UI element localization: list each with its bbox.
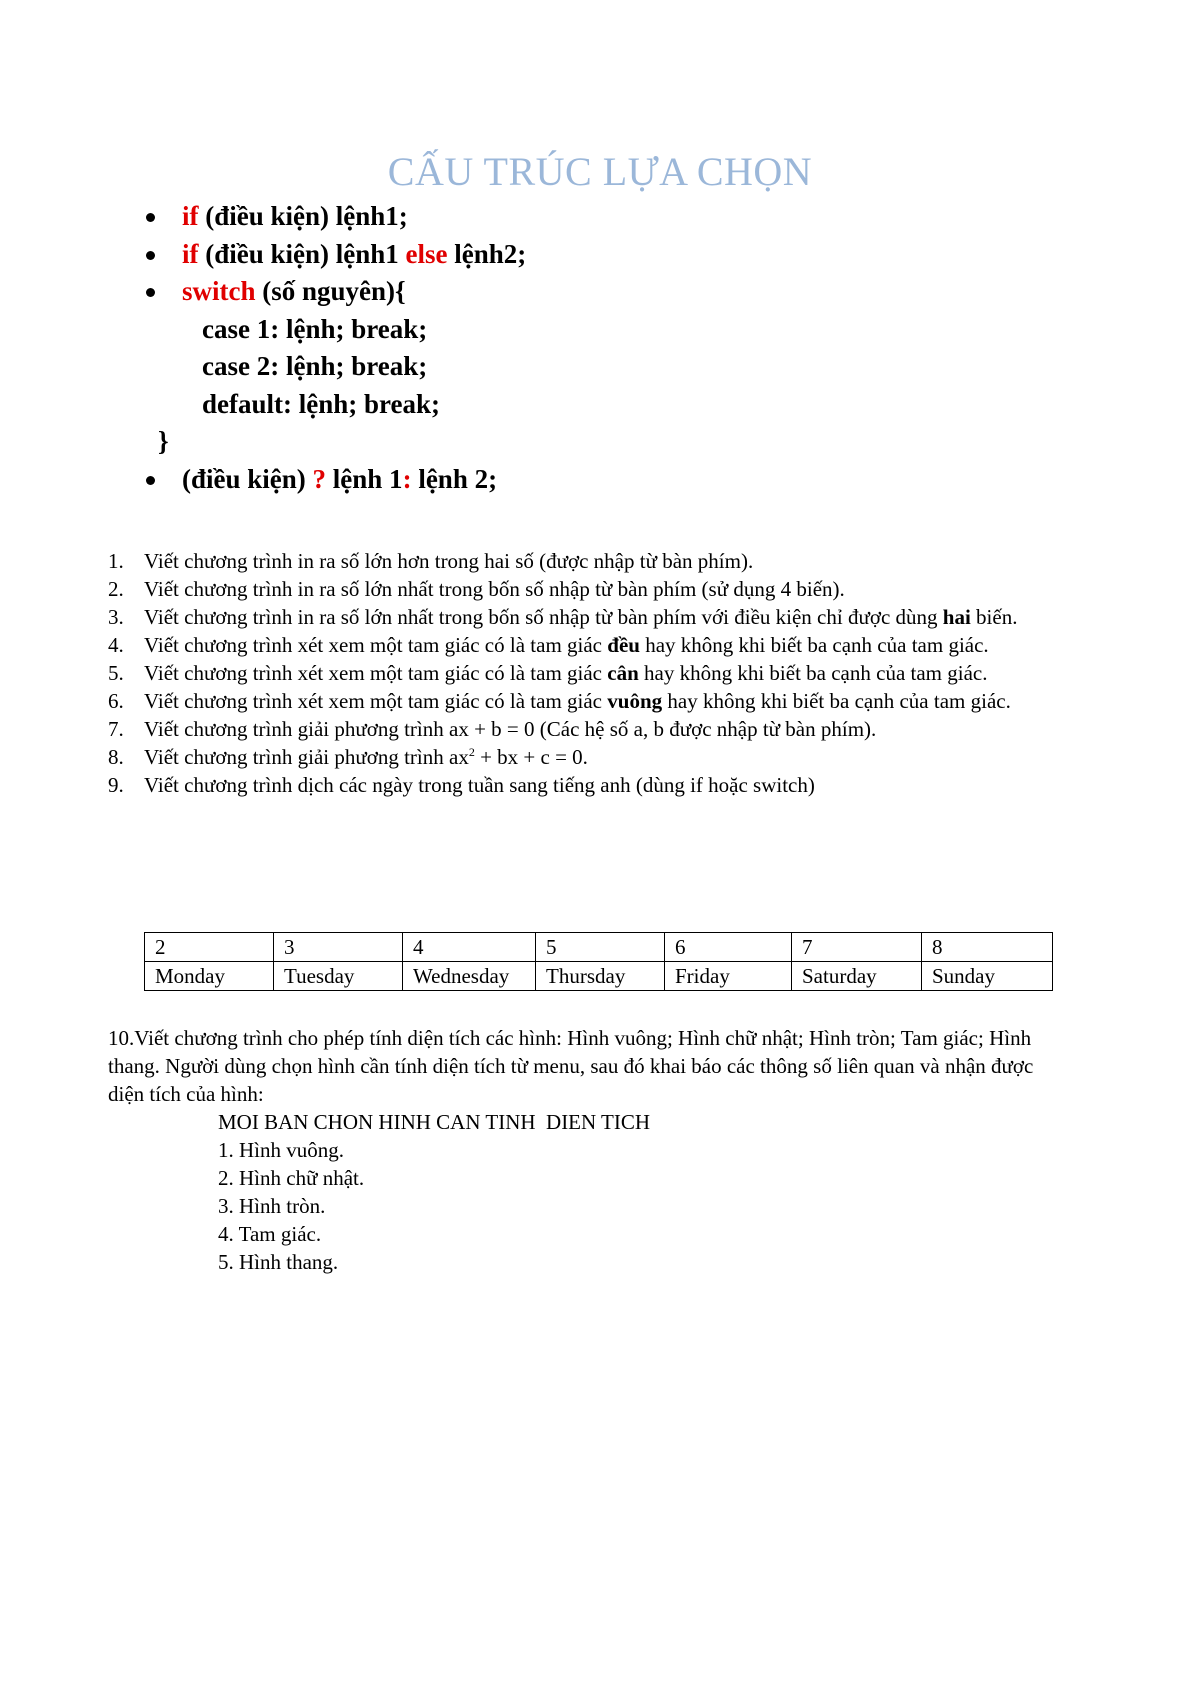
menu-item: 1. Hình vuông.	[218, 1138, 344, 1162]
menu-item: 2. Hình chữ nhật.	[218, 1166, 365, 1190]
superscript: 2	[468, 745, 475, 759]
exercise-list	[108, 547, 1068, 799]
list-item	[108, 547, 1068, 575]
menu-item: 3. Hình tròn.	[218, 1194, 326, 1218]
item-emphasis: vuông	[607, 689, 663, 713]
item-emphasis: cân	[607, 661, 639, 685]
item-text: Viết chương trình xét xem một tam giác có là tam giác	[144, 661, 608, 685]
item-number: 6.	[108, 689, 124, 713]
table-cell: 2	[145, 933, 274, 962]
list-item	[108, 659, 1068, 687]
syntax-text: lệnh2;	[447, 238, 527, 269]
keyword-else: else	[405, 238, 448, 269]
item-text: hay không khi biết ba cạnh của tam giác.	[638, 661, 988, 685]
table-cell: Saturday	[792, 962, 922, 991]
syntax-switch	[140, 273, 406, 311]
table-cell: 5	[536, 933, 665, 962]
item-emphasis: đều	[607, 633, 640, 657]
syntax-ternary	[140, 461, 498, 499]
item-text: Viết chương trình dịch các ngày trong tuần sang tiếng anh (dùng if hoặc switch)	[144, 773, 815, 797]
item-text: Viết chương trình giải phương trình ax	[144, 745, 469, 769]
table-cell: Monday	[145, 962, 274, 991]
table-row	[145, 933, 1053, 962]
table-cell: Sunday	[922, 962, 1053, 991]
list-item	[108, 687, 1068, 715]
page-title: CẤU TRÚC LỰA CHỌN	[387, 149, 813, 194]
item-number: 4.	[108, 633, 124, 657]
syntax-case-2	[140, 348, 428, 386]
item-text: Viết chương trình in ra số lớn hơn trong hai số (được nhập từ bàn phím).	[144, 549, 754, 573]
table-cell: 7	[792, 933, 922, 962]
syntax-case-1	[140, 311, 428, 349]
list-item	[108, 575, 1068, 603]
table-cell: 4	[403, 933, 536, 962]
list-item	[108, 771, 1068, 799]
syntax-text: case 1: lệnh; break;	[202, 313, 428, 344]
item-number: 5.	[108, 661, 124, 685]
item-text: Viết chương trình xét xem một tam giác có là tam giác	[144, 689, 608, 713]
days-table	[144, 932, 1053, 991]
item-text: + bx + c = 0.	[474, 745, 588, 769]
table-cell: 8	[922, 933, 1053, 962]
syntax-text: default: lệnh; break;	[202, 388, 441, 419]
syntax-text: (số nguyên){	[255, 276, 406, 306]
table-cell: Tuesday	[274, 962, 403, 991]
table-cell: Friday	[665, 962, 792, 991]
item-text: Viết chương trình xét xem một tam giác có là tam giác	[144, 633, 608, 657]
syntax-default	[140, 386, 441, 424]
item-number: 2.	[108, 577, 124, 601]
syntax-list	[140, 198, 527, 498]
item-text: Viết chương trình giải phương trình ax + b = 0 (Các hệ số a, b được nhập từ bàn phím).	[144, 717, 877, 741]
syntax-text: (điều kiện) lệnh1	[198, 238, 406, 269]
syntax-text: (điều kiện)	[182, 463, 313, 494]
syntax-text: lệnh 2;	[411, 463, 498, 494]
keyword-question: ?	[312, 463, 327, 494]
keyword-if: if	[182, 201, 199, 231]
syntax-text: }	[158, 426, 169, 456]
item-text: biến.	[970, 605, 1018, 629]
item-text: Viết chương trình in ra số lớn nhất trong bốn số nhập từ bàn phím (sử dụng 4 biến).	[144, 577, 845, 601]
menu-header: MOI BAN CHON HINH CAN TINH DIEN TICH	[218, 1110, 651, 1134]
list-item	[108, 743, 1068, 771]
syntax-text: (điều kiện) lệnh1;	[198, 201, 408, 231]
item-text: Viết chương trình in ra số lớn nhất trong bốn số nhập từ bàn phím với điều kiện chỉ được dùng	[144, 605, 943, 629]
item-number: 8.	[108, 745, 124, 769]
table-row	[145, 962, 1053, 991]
item-emphasis: hai	[942, 605, 971, 629]
table-cell: 6	[665, 933, 792, 962]
exercise-10: 10.Viết chương trình cho phép tính diện tích các hình: Hình vuông; Hình chữ nhật; Hình tròn; Tam giác; Hình thang. Người dùng chọn hình cần tính diện tích từ menu, sau đó khai báo các thông số liên quan và nhận được diện tích của hình:	[108, 1026, 1034, 1106]
item-number: 7.	[108, 717, 124, 741]
item-number: 3.	[108, 605, 124, 629]
table-cell: Thursday	[536, 962, 665, 991]
item-number: 1.	[108, 549, 124, 573]
keyword-colon: :	[402, 463, 412, 494]
item-number: 9.	[108, 773, 124, 797]
keyword-if: if	[182, 238, 199, 269]
menu-block	[218, 1108, 650, 1276]
syntax-close-brace	[140, 423, 181, 461]
keyword-switch: switch	[182, 276, 256, 306]
table-cell: Wednesday	[403, 962, 536, 991]
syntax-text: case 2: lệnh; break;	[202, 351, 428, 381]
syntax-if	[140, 198, 408, 236]
syntax-if-else	[140, 236, 527, 274]
item-text: hay không khi biết ba cạnh của tam giác.	[662, 689, 1011, 713]
syntax-text: lệnh 1	[326, 463, 403, 494]
item-text: hay không khi biết ba cạnh của tam giác.	[639, 633, 989, 657]
list-item	[108, 631, 1068, 659]
menu-item: 4. Tam giác.	[218, 1222, 322, 1246]
menu-item: 5. Hình thang.	[218, 1250, 339, 1274]
table-cell: 3	[274, 933, 403, 962]
list-item	[108, 715, 1068, 743]
list-item	[108, 603, 1068, 631]
